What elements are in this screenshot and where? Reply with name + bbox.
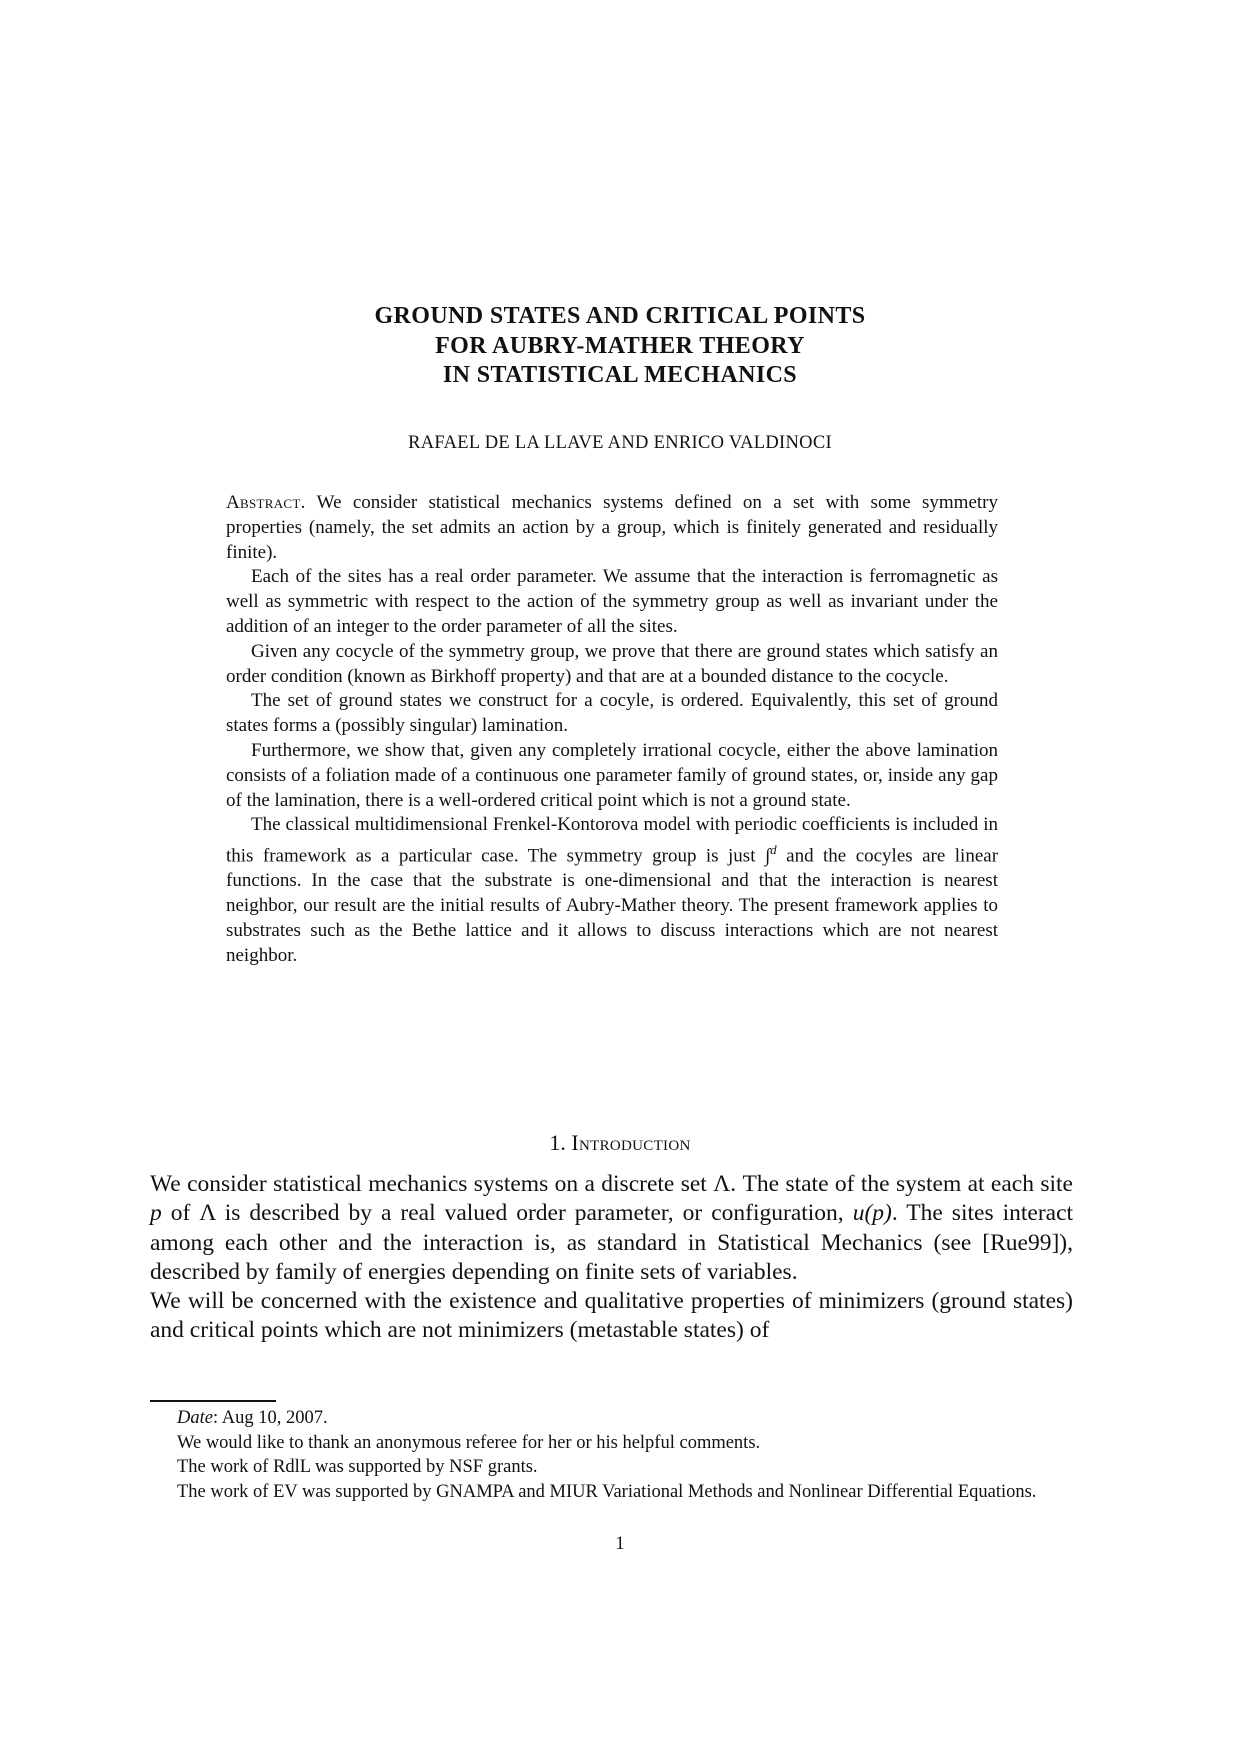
paper-title — [0, 302, 1240, 391]
lambda-symbol-2: Λ — [199, 1200, 216, 1227]
abstract-paragraph-5: Furthermore, we show that, given any completely irrational cocycle, either the above lamination consists of a foliation made of a continuous one parameter family of ground states, or, inside any gap of the lamination, there is a well-ordered critical point which is not a ground state. — [226, 739, 998, 811]
abstract-p6-after: and the cocyles are linear functions. In the case that the substrate is one-dimensional and that the interaction is nearest neighbor, our result are the initial results of Aubry-Mather theory. The present framework applies to substrates such as the Bethe lattice and it allows to discuss interactions which are not nearest neighbor. — [226, 845, 999, 966]
abstract-paragraph-4: The set of ground states we construct for a cocyle, is ordered. Equivalently, this set of ground states forms a (possibly singular) lamination. — [226, 690, 998, 737]
footnotes — [150, 1406, 1073, 1504]
section-heading-introduction — [0, 1130, 1240, 1156]
abstract-p6-before: The classical multidimensional Frenkel-Kontorova model with periodic coefficients is included in this framework as a particular case. The symmetry group is just — [226, 814, 998, 867]
intro-text-a: We consider statistical mechanics systems on a discrete set — [150, 1171, 707, 1197]
section-number: 1. — [549, 1130, 566, 1155]
function-u-of-p: u(p) — [852, 1200, 892, 1227]
section-title: Introduction — [571, 1130, 691, 1155]
intro-text-c: of — [170, 1200, 191, 1227]
intro-text-d: is described by a real valued order parameter, or configuration, — [224, 1200, 844, 1227]
footnote-ev: The work of EV was supported by GNAMPA and MIUR Variational Methods and Nonlinear Differential Equations. — [177, 1481, 1037, 1502]
footnote-rule — [150, 1400, 276, 1402]
intro-paragraph-1 — [150, 1170, 1073, 1287]
date-label: Date — [177, 1408, 213, 1428]
abstract-p1-text: We consider statistical mechanics systems defined on a set with some symmetry properties (namely, the set admits an action by a group, which is finitely generated and residually finite). — [226, 492, 998, 563]
page-number: 1 — [615, 1534, 625, 1554]
abstract-paragraph-1 — [226, 491, 998, 565]
intro-text-b: . The state of the system at each site — [730, 1171, 1073, 1197]
authors: RAFAEL DE LA LLAVE AND ENRICO VALDINOCI — [408, 433, 832, 453]
superscript-d: d — [770, 842, 777, 858]
title-line-3: IN STATISTICAL MECHANICS — [442, 362, 798, 388]
abstract-label: Abstract. — [226, 492, 306, 513]
footnote-rdll: The work of RdlL was supported by NSF grants. — [177, 1457, 538, 1478]
date-value: : Aug 10, 2007. — [212, 1408, 328, 1428]
footnote-date — [150, 1406, 1073, 1431]
abstract-paragraph-6 — [226, 813, 998, 968]
integral-symbol: ∫ — [764, 845, 771, 867]
abstract-paragraph-2: Each of the sites has a real order parameter. We assume that the interaction is ferromagnetic as well as symmetric with respect to the action of the symmetry group as well as invariant under the addition of an integer to the order parameter of all the sites. — [226, 566, 998, 637]
lambda-symbol: Λ — [713, 1171, 731, 1197]
abstract-paragraph-3: Given any cocycle of the symmetry group, we prove that there are ground states which satisfy an order condition (known as Birkhoff property) and that are at a bounded distance to the cocycle. — [226, 640, 998, 687]
intro-paragraph-2: We will be concerned with the existence and qualitative properties of minimizers (ground states) and critical points which are not minimizers (metastable states) of — [150, 1288, 1073, 1344]
title-line-2: FOR AUBRY-MATHER THEORY — [435, 332, 805, 359]
abstract — [226, 491, 998, 968]
title-line-1: GROUND STATES AND CRITICAL POINTS — [374, 303, 866, 329]
intro-text-e: . The sites interact among each other and the interaction is, as standard in Statistical Mechanics (see [Rue99]), described by family of energies depending on finite sets of variables. — [150, 1200, 1074, 1285]
variable-p: p — [150, 1200, 162, 1227]
footnote-thanks: We would like to thank an anonymous referee for her or his helpful comments. — [177, 1432, 761, 1453]
introduction-body — [150, 1170, 1073, 1346]
